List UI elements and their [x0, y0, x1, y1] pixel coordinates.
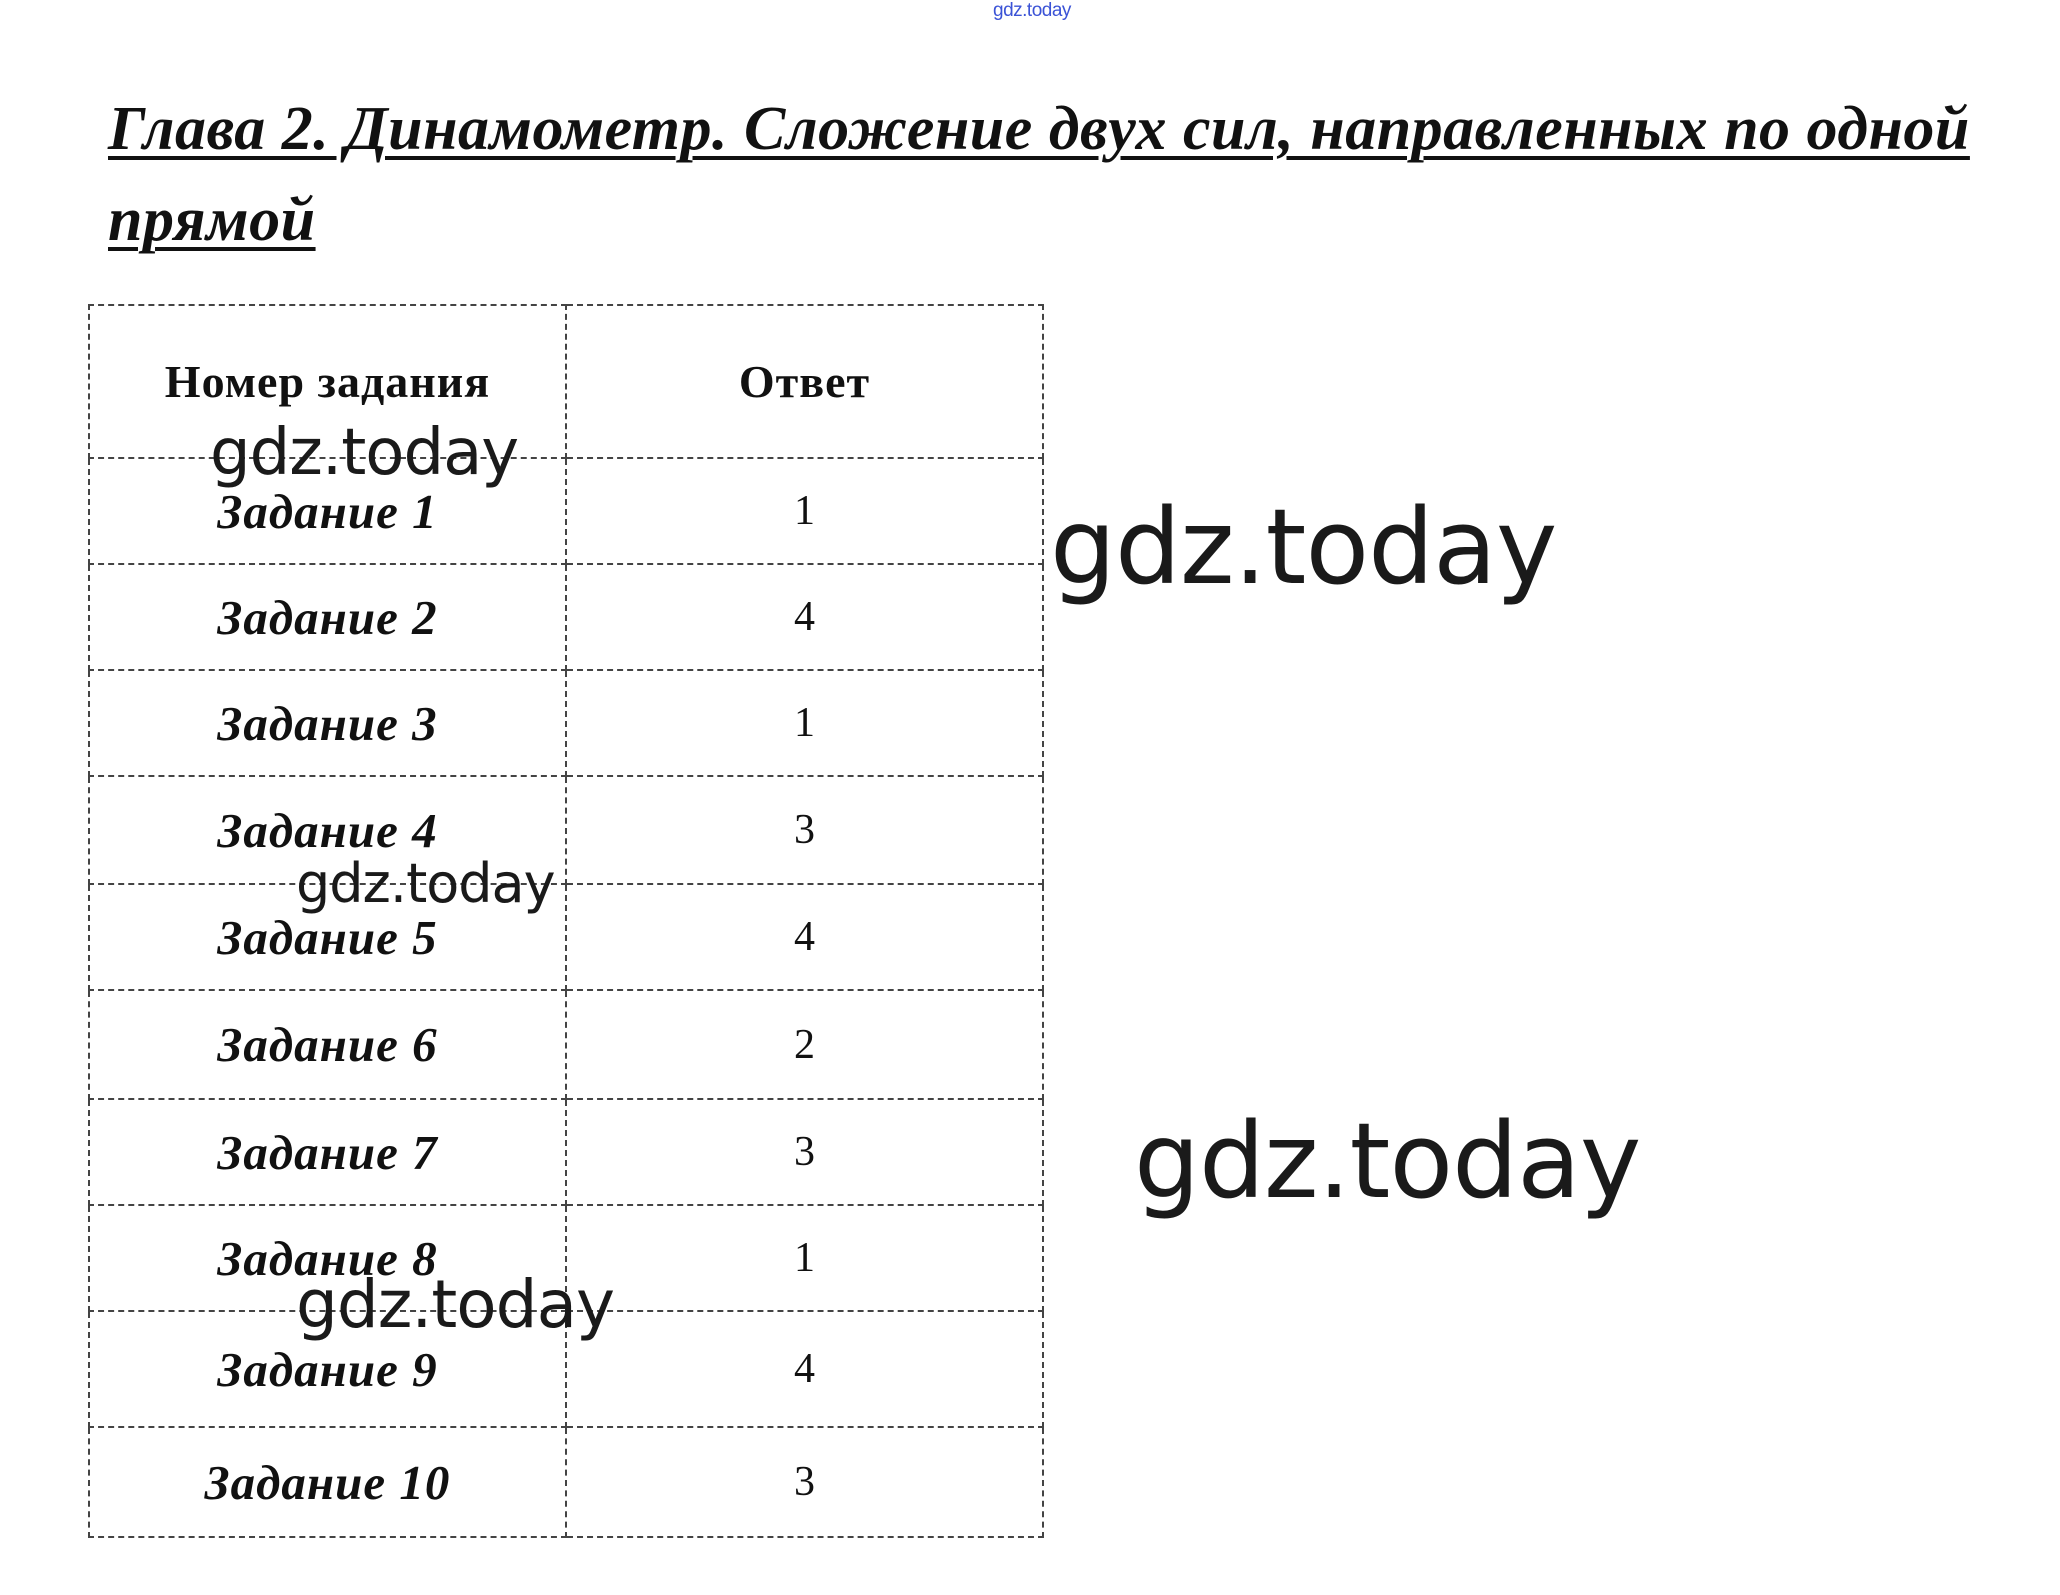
answer-cell: 4: [566, 1311, 1043, 1427]
task-cell: Задание 10: [89, 1427, 566, 1537]
answer-cell: 1: [566, 670, 1043, 776]
table-row: [89, 884, 1043, 990]
task-cell: Задание 7: [89, 1099, 566, 1205]
answer-cell: 2: [566, 990, 1043, 1099]
header-answer: Ответ: [566, 305, 1043, 458]
page-title: [108, 84, 2008, 266]
task-cell: Задание 6: [89, 990, 566, 1099]
watermark: gdz.today: [296, 1266, 615, 1343]
answer-cell: 4: [566, 884, 1043, 990]
task-cell: Задание 4: [89, 776, 566, 884]
watermark: gdz.today: [1134, 1100, 1641, 1222]
page-title-text: Глава 2. Динамометр. Сложение двух сил, направленных по одной прямой: [108, 95, 1970, 254]
table-row: [89, 1099, 1043, 1205]
top-watermark: gdz.today: [993, 0, 1071, 21]
header-task-number: Номер задания: [89, 305, 566, 458]
answer-cell: 1: [566, 458, 1043, 564]
watermark: gdz.today: [1050, 486, 1557, 608]
task-cell: Задание 5: [89, 884, 566, 990]
task-cell: Задание 2: [89, 564, 566, 670]
task-cell: Задание 3: [89, 670, 566, 776]
table-row: [89, 1427, 1043, 1537]
table-row: [89, 564, 1043, 670]
answer-cell: 3: [566, 776, 1043, 884]
answer-cell: 3: [566, 1427, 1043, 1537]
table-row: [89, 776, 1043, 884]
task-cell: Задание 8: [89, 1205, 566, 1311]
table-row: [89, 990, 1043, 1099]
watermark: gdz.today: [210, 416, 519, 490]
answer-cell: 1: [566, 1205, 1043, 1311]
task-cell: Задание 9: [89, 1311, 566, 1427]
table-row: [89, 670, 1043, 776]
answer-cell: 3: [566, 1099, 1043, 1205]
answer-cell: 4: [566, 564, 1043, 670]
task-cell: Задание 1: [89, 458, 566, 564]
watermark: gdz.today: [296, 852, 555, 915]
